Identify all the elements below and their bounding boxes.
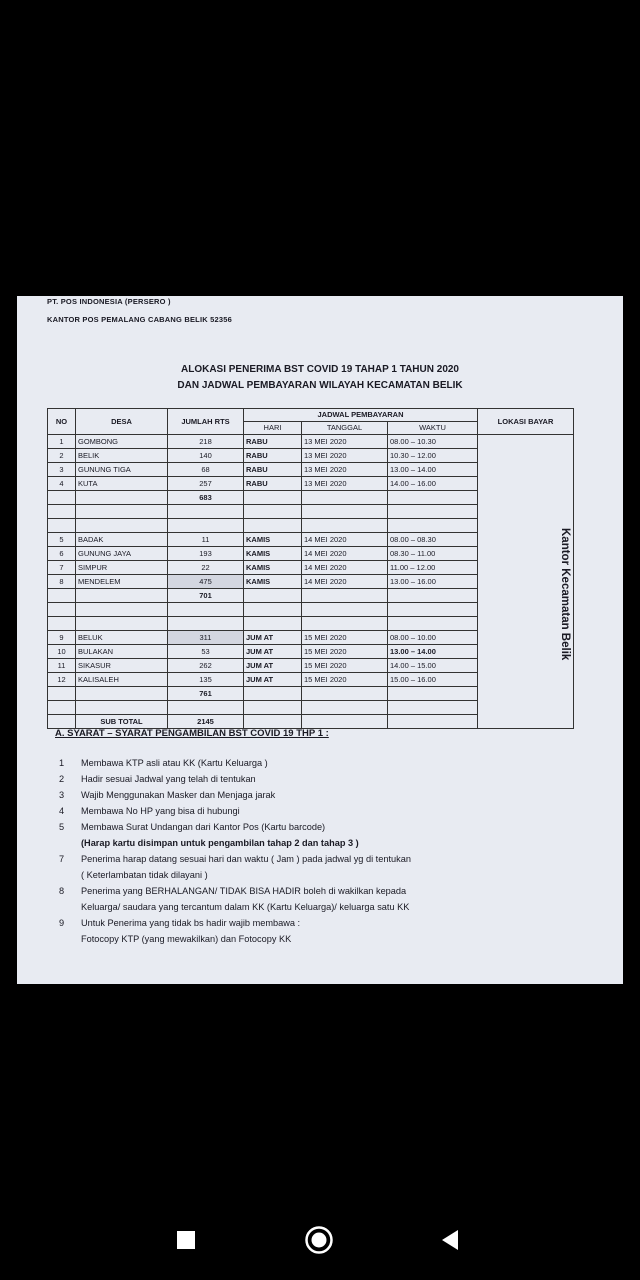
row-no: 4 — [48, 477, 76, 491]
company-name: PT. POS INDONESIA (PERSERO ) — [47, 297, 171, 306]
requirement-number: 9 — [59, 918, 65, 928]
col-tanggal: TANGGAL — [302, 422, 388, 435]
row-hari: KAMIS — [244, 561, 302, 575]
row-jumlah: 475 — [168, 575, 244, 589]
empty-cell — [388, 589, 478, 603]
row-waktu: 15.00 – 16.00 — [388, 673, 478, 687]
square-icon — [171, 1225, 201, 1255]
empty-cell — [302, 603, 388, 617]
requirement-text: Penerima harap datang sesuai hari dan waktu ( Jam ) pada jadwal yg di tentukan — [81, 854, 411, 864]
row-hari: RABU — [244, 463, 302, 477]
requirement-text: Wajib Menggunakan Masker dan Menjaga jarak — [81, 790, 276, 800]
subtotal-label: SUB TOTAL — [76, 715, 168, 729]
empty-cell — [76, 519, 168, 533]
row-jumlah: 193 — [168, 547, 244, 561]
row-waktu: 13.00 – 16.00 — [388, 575, 478, 589]
requirements-list — [53, 755, 613, 947]
row-waktu: 08.00 – 10.00 — [388, 631, 478, 645]
row-hari: KAMIS — [244, 575, 302, 589]
row-jumlah: 135 — [168, 673, 244, 687]
requirement-number: 5 — [59, 822, 65, 832]
empty-cell — [388, 519, 478, 533]
empty-cell — [244, 617, 302, 631]
office-name: KANTOR POS PEMALANG CABANG BELIK 52356 — [47, 315, 232, 324]
row-jumlah: 68 — [168, 463, 244, 477]
row-no: 12 — [48, 673, 76, 687]
row-jumlah: 53 — [168, 645, 244, 659]
row-desa: KUTA — [76, 477, 168, 491]
requirement-item — [53, 883, 613, 915]
requirement-subtext: Keluarga/ saudara yang tercantum dalam KK (Kartu Keluarga)/ keluarga satu KK — [81, 902, 410, 912]
row-tanggal: 13 MEI 2020 — [302, 449, 388, 463]
requirement-text: Penerima yang BERHALANGAN/ TIDAK BISA HADIR boleh di wakilkan kepada — [81, 886, 407, 896]
row-jumlah: 218 — [168, 435, 244, 449]
empty-cell — [244, 491, 302, 505]
row-jumlah: 257 — [168, 477, 244, 491]
empty-cell — [302, 589, 388, 603]
empty-cell — [76, 491, 168, 505]
empty-cell — [76, 589, 168, 603]
lokasi-bayar-value: Kantor Kecamatan Belik — [478, 435, 574, 729]
row-desa: GUNUNG TIGA — [76, 463, 168, 477]
row-tanggal: 14 MEI 2020 — [302, 561, 388, 575]
empty-cell — [302, 687, 388, 701]
row-hari: RABU — [244, 449, 302, 463]
requirement-number: 8 — [59, 886, 65, 896]
empty-cell — [388, 701, 478, 715]
empty-cell — [48, 491, 76, 505]
requirement-text: Membawa Surat Undangan dari Kantor Pos (Kartu barcode) — [81, 822, 326, 832]
col-waktu: WAKTU — [388, 422, 478, 435]
row-jumlah: 311 — [168, 631, 244, 645]
row-no: 3 — [48, 463, 76, 477]
row-tanggal: 14 MEI 2020 — [302, 547, 388, 561]
home-button[interactable] — [304, 1225, 334, 1255]
row-hari: RABU — [244, 477, 302, 491]
requirement-item — [53, 755, 613, 771]
row-desa: GOMBONG — [76, 435, 168, 449]
row-no: 6 — [48, 547, 76, 561]
row-desa: GUNUNG JAYA — [76, 547, 168, 561]
row-waktu: 13.00 – 14.00 — [388, 463, 478, 477]
empty-cell — [168, 701, 244, 715]
row-tanggal: 14 MEI 2020 — [302, 533, 388, 547]
recent-apps-button[interactable] — [171, 1225, 201, 1255]
requirement-text: Membawa KTP asli atau KK (Kartu Keluarga ) — [81, 758, 268, 768]
empty-cell — [48, 687, 76, 701]
row-desa: KALISALEH — [76, 673, 168, 687]
row-hari: JUM AT — [244, 673, 302, 687]
col-jadwal: JADWAL PEMBAYARAN — [244, 409, 478, 422]
col-lokasi: LOKASI BAYAR — [478, 409, 574, 435]
document-photo — [17, 296, 623, 984]
col-jumlah: JUMLAH RTS — [168, 409, 244, 435]
row-jumlah: 11 — [168, 533, 244, 547]
row-jumlah: 140 — [168, 449, 244, 463]
row-desa: SIKASUR — [76, 659, 168, 673]
requirement-item — [53, 819, 613, 851]
requirement-item — [53, 851, 613, 883]
row-desa: BELUK — [76, 631, 168, 645]
requirement-item — [53, 771, 613, 787]
row-desa: SIMPUR — [76, 561, 168, 575]
requirement-text: Membawa No HP yang bisa di hubungi — [81, 806, 240, 816]
back-triangle-icon — [436, 1225, 466, 1255]
empty-cell — [76, 701, 168, 715]
requirement-number: 7 — [59, 854, 65, 864]
table-row — [48, 435, 574, 449]
row-hari: RABU — [244, 435, 302, 449]
group-total: 761 — [168, 687, 244, 701]
row-waktu: 10.30 – 12.00 — [388, 449, 478, 463]
requirement-subtext: Fotocopy KTP (yang mewakilkan) dan Fotocopy KK — [81, 934, 292, 944]
empty-cell — [388, 491, 478, 505]
row-waktu: 08.00 – 08.30 — [388, 533, 478, 547]
empty-cell — [244, 701, 302, 715]
row-tanggal: 15 MEI 2020 — [302, 645, 388, 659]
subtotal-value: 2145 — [168, 715, 244, 729]
row-no: 5 — [48, 533, 76, 547]
empty-cell — [76, 687, 168, 701]
empty-cell — [244, 603, 302, 617]
row-tanggal: 13 MEI 2020 — [302, 477, 388, 491]
col-desa: DESA — [76, 409, 168, 435]
empty-cell — [48, 603, 76, 617]
group-total: 701 — [168, 589, 244, 603]
group-total: 683 — [168, 491, 244, 505]
requirement-number: 2 — [59, 774, 65, 784]
requirement-item — [53, 787, 613, 803]
row-waktu: 13.00 – 14.00 — [388, 645, 478, 659]
empty-cell — [168, 617, 244, 631]
row-no: 2 — [48, 449, 76, 463]
requirement-item — [53, 915, 613, 947]
empty-cell — [48, 589, 76, 603]
empty-cell — [76, 617, 168, 631]
empty-cell — [48, 617, 76, 631]
col-hari: HARI — [244, 422, 302, 435]
row-waktu: 08.30 – 11.00 — [388, 547, 478, 561]
empty-cell — [244, 715, 302, 729]
row-tanggal: 13 MEI 2020 — [302, 463, 388, 477]
empty-cell — [168, 519, 244, 533]
requirement-subtext: ( Keterlambatan tidak dilayani ) — [81, 870, 208, 880]
empty-cell — [48, 519, 76, 533]
requirement-subtext: (Harap kartu disimpan untuk pengambilan tahap 2 dan tahap 3 ) — [81, 838, 359, 848]
row-hari: KAMIS — [244, 533, 302, 547]
empty-cell — [302, 715, 388, 729]
row-no: 7 — [48, 561, 76, 575]
empty-cell — [388, 715, 478, 729]
row-jumlah: 262 — [168, 659, 244, 673]
row-tanggal: 15 MEI 2020 — [302, 631, 388, 645]
allocation-table — [47, 408, 574, 729]
doc-title-line1: ALOKASI PENERIMA BST COVID 19 TAHAP 1 TAHUN 2020 — [180, 364, 459, 375]
empty-cell — [244, 505, 302, 519]
row-desa: MENDELEM — [76, 575, 168, 589]
row-no: 10 — [48, 645, 76, 659]
empty-cell — [244, 589, 302, 603]
row-waktu: 14.00 – 16.00 — [388, 477, 478, 491]
row-tanggal: 15 MEI 2020 — [302, 659, 388, 673]
row-desa: BELIK — [76, 449, 168, 463]
requirement-item — [53, 803, 613, 819]
row-hari: KAMIS — [244, 547, 302, 561]
empty-cell — [76, 505, 168, 519]
row-no: 9 — [48, 631, 76, 645]
empty-cell — [302, 519, 388, 533]
empty-cell — [388, 687, 478, 701]
requirements-heading: A. SYARAT – SYARAT PENGAMBILAN BST COVID 19 THP 1 : — [55, 728, 329, 739]
requirement-text: Hadir sesuai Jadwal yang telah di tentukan — [81, 774, 256, 784]
requirement-number: 1 — [59, 758, 65, 768]
requirement-number: 3 — [59, 790, 65, 800]
row-tanggal: 13 MEI 2020 — [302, 435, 388, 449]
row-hari: JUM AT — [244, 645, 302, 659]
row-desa: BADAK — [76, 533, 168, 547]
doc-title-line2: DAN JADWAL PEMBAYARAN WILAYAH KECAMATAN BELIK — [177, 380, 463, 391]
row-jumlah: 22 — [168, 561, 244, 575]
empty-cell — [244, 687, 302, 701]
row-desa: BULAKAN — [76, 645, 168, 659]
empty-cell — [302, 617, 388, 631]
empty-cell — [168, 505, 244, 519]
empty-cell — [388, 505, 478, 519]
requirement-text: Untuk Penerima yang tidak bs hadir wajib membawa : — [81, 918, 301, 928]
empty-cell — [388, 617, 478, 631]
row-no: 11 — [48, 659, 76, 673]
requirement-number: 4 — [59, 806, 65, 816]
empty-cell — [48, 505, 76, 519]
col-no: NO — [48, 409, 76, 435]
row-hari: JUM AT — [244, 631, 302, 645]
empty-cell — [168, 603, 244, 617]
empty-cell — [388, 603, 478, 617]
android-nav-bar — [0, 1200, 640, 1280]
empty-cell — [302, 491, 388, 505]
row-waktu: 08.00 – 10.30 — [388, 435, 478, 449]
empty-cell — [302, 701, 388, 715]
row-no: 8 — [48, 575, 76, 589]
row-tanggal: 14 MEI 2020 — [302, 575, 388, 589]
row-tanggal: 15 MEI 2020 — [302, 673, 388, 687]
empty-cell — [302, 505, 388, 519]
row-no: 1 — [48, 435, 76, 449]
row-waktu: 14.00 – 15.00 — [388, 659, 478, 673]
row-hari: JUM AT — [244, 659, 302, 673]
empty-cell — [244, 519, 302, 533]
back-button[interactable] — [436, 1225, 466, 1255]
circle-icon — [304, 1225, 334, 1255]
empty-cell — [76, 603, 168, 617]
empty-cell — [48, 715, 76, 729]
empty-cell — [48, 701, 76, 715]
row-waktu: 11.00 – 12.00 — [388, 561, 478, 575]
